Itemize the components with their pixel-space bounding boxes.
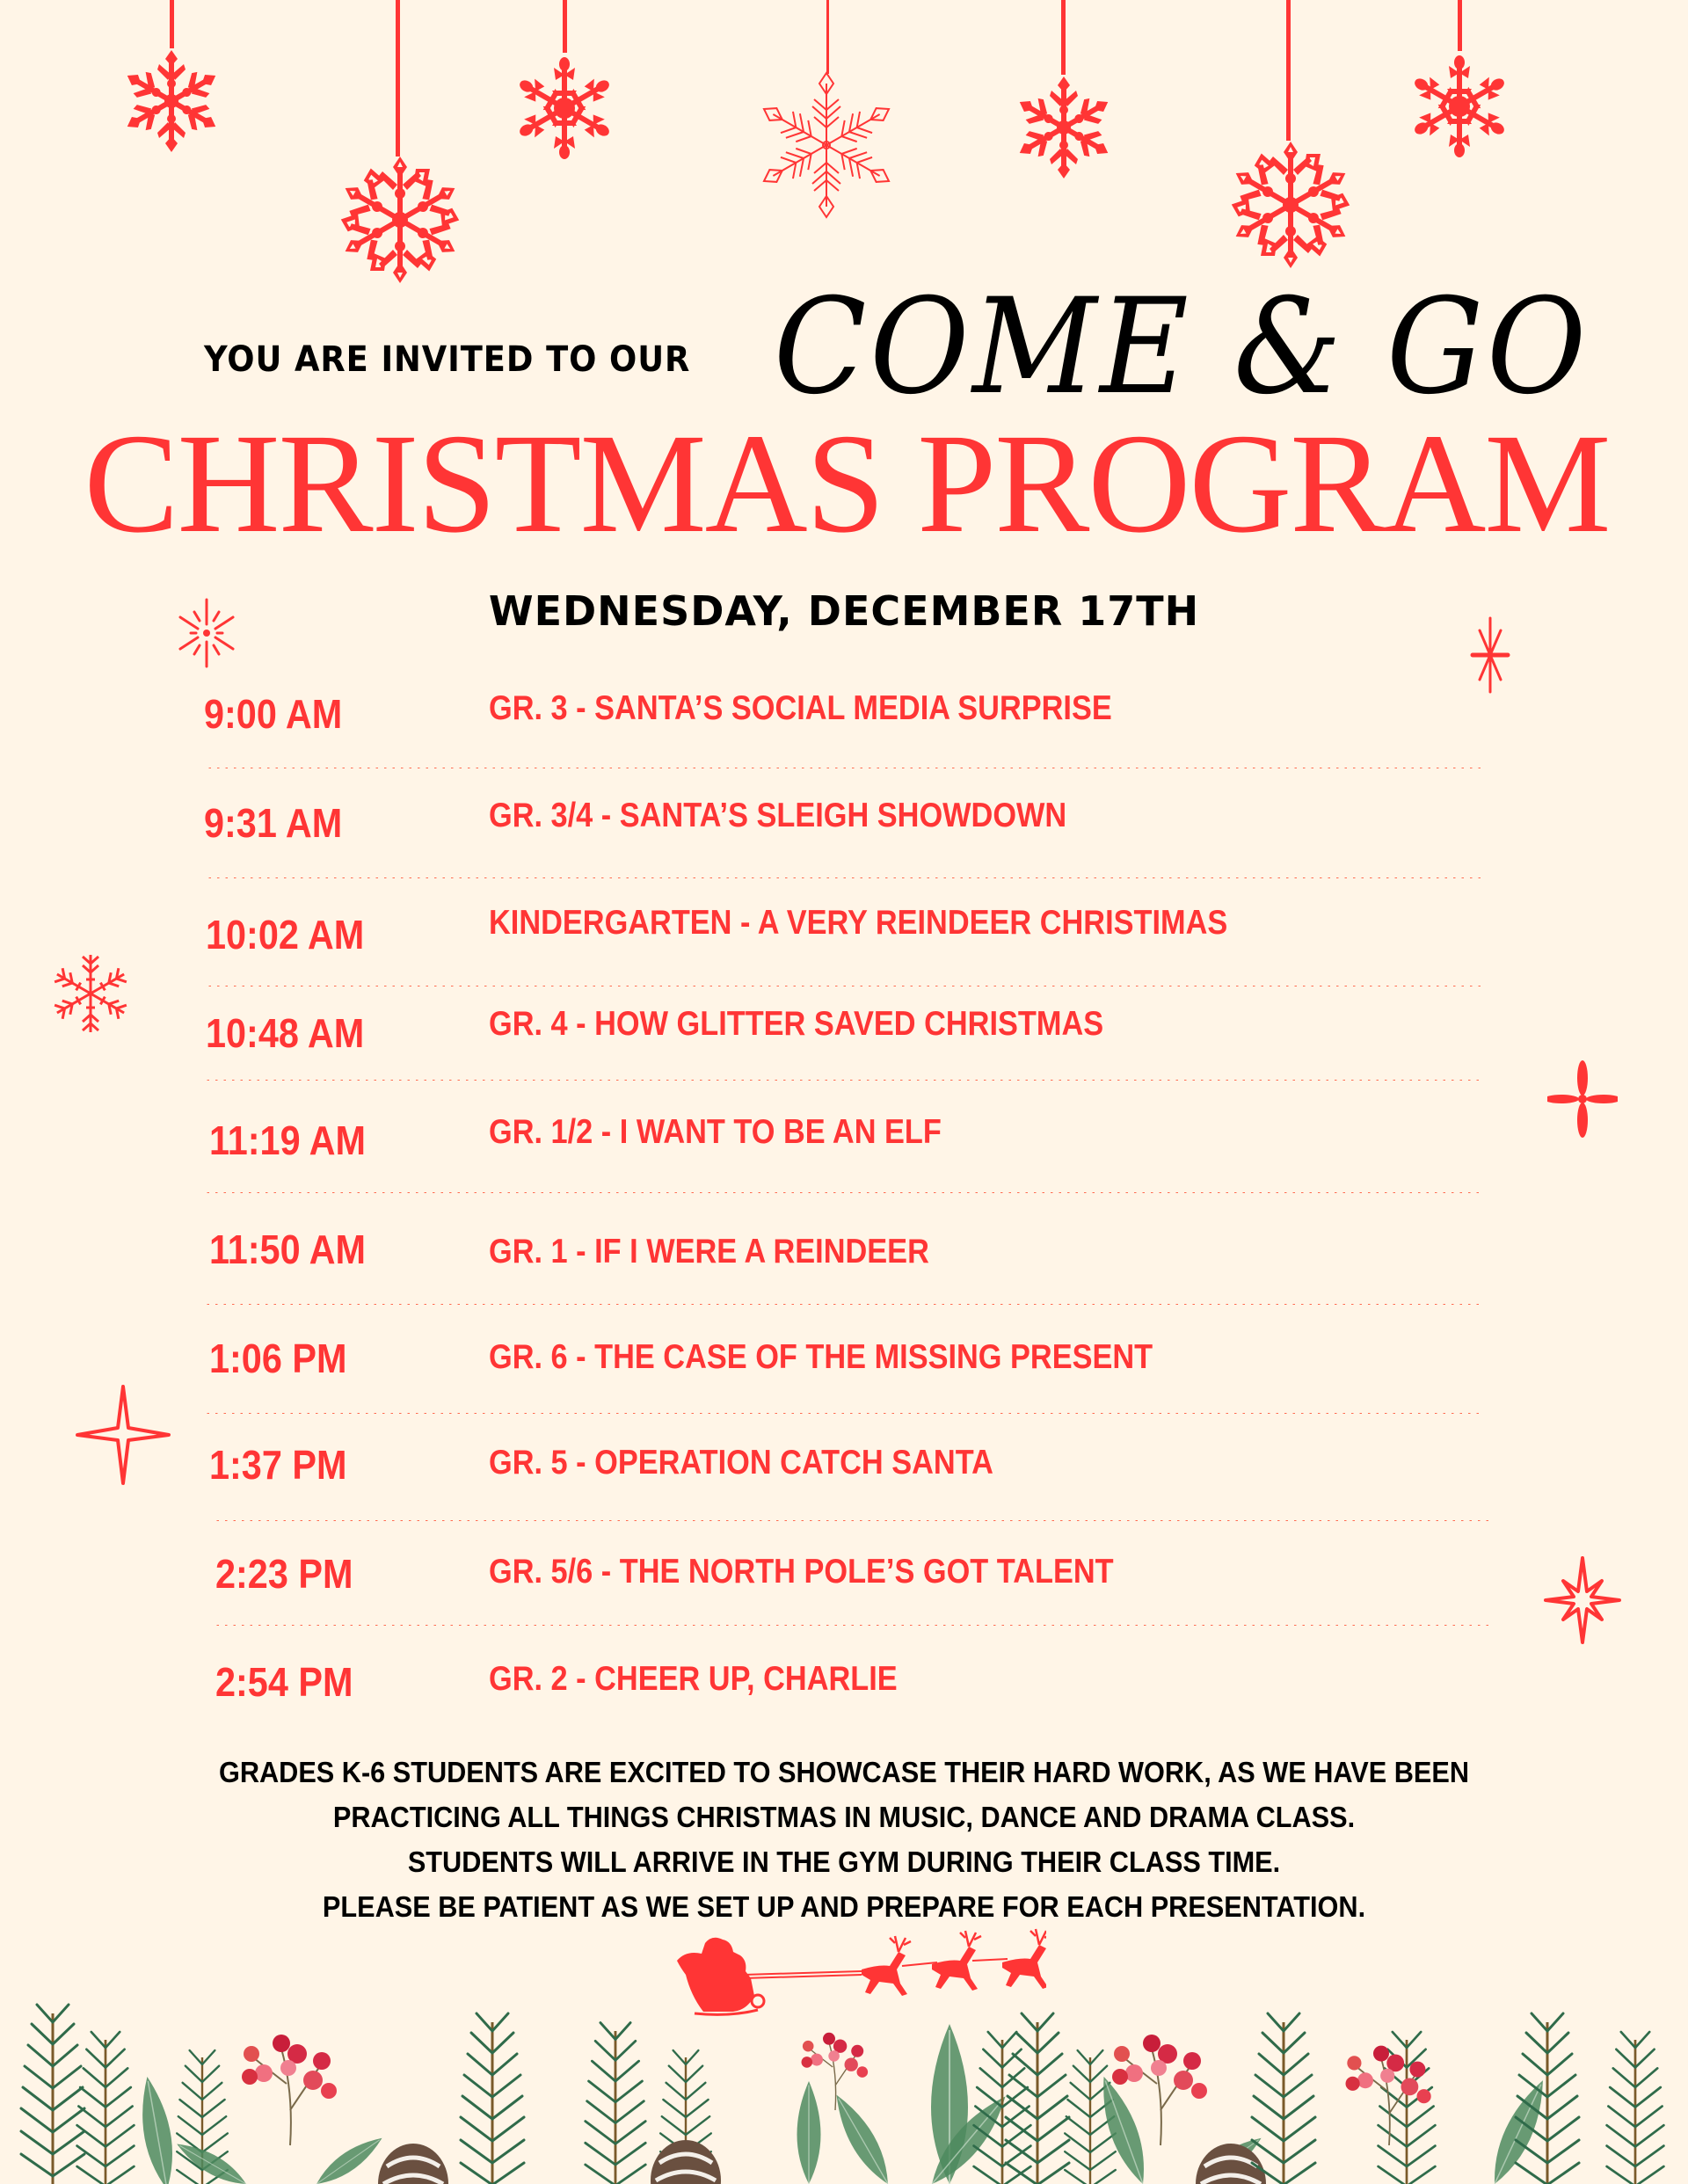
eight-point-star-icon	[1540, 1556, 1625, 1644]
snowflake-icon	[334, 154, 466, 286]
schedule-event: GR. 3/4 - SANTA’S SLEIGH SHOWDOWN	[489, 797, 1067, 834]
dotted-divider	[204, 1303, 1481, 1306]
sparkle-star-icon	[1459, 615, 1521, 695]
come-and-go-script: COME & GO	[774, 271, 1590, 424]
info-paragraph	[0, 1750, 1688, 1929]
schedule-event: GR. 1 - IF I WERE A REINDEER	[489, 1233, 929, 1270]
snowflake-icon	[1225, 139, 1357, 271]
event-date: WEDNESDAY, DECEMBER 17TH	[488, 587, 1200, 635]
snowflake-icon	[1011, 75, 1117, 180]
dotted-divider	[204, 1412, 1481, 1415]
ornament-string	[1458, 0, 1462, 51]
four-point-star-outline-icon	[75, 1385, 171, 1486]
ornament-string	[170, 0, 174, 48]
schedule-time: 2:54 PM	[215, 1659, 353, 1705]
schedule-time: 9:31 AM	[204, 800, 343, 846]
snowflake-icon	[119, 48, 224, 154]
info-line: PRACTICING ALL THINGS CHRISTMAS IN MUSIC, DANCE AND DRAMA CLASS.	[332, 1801, 1356, 1833]
schedule-time: 10:48 AM	[206, 1010, 365, 1056]
schedule-time: 11:19 AM	[209, 1117, 366, 1163]
schedule-event: GR. 5 - OPERATION CATCH SANTA	[489, 1444, 993, 1481]
dotted-divider	[214, 1519, 1490, 1522]
snowflake-icon	[1407, 49, 1512, 164]
snowflake-outline-icon	[752, 70, 901, 220]
schedule-event: GR. 6 - THE CASE OF THE MISSING PRESENT	[489, 1338, 1153, 1376]
ornament-string	[563, 0, 567, 53]
schedule-event: GR. 2 - CHEER UP, CHARLIE	[489, 1660, 898, 1698]
four-point-star-icon	[1547, 1059, 1618, 1139]
schedule-time: 2:23 PM	[215, 1551, 353, 1597]
dotted-divider	[204, 1079, 1481, 1081]
ornament-string	[396, 0, 400, 157]
snowflake-thin-icon	[51, 954, 130, 1033]
info-line: GRADES K-6 STUDENTS ARE EXCITED TO SHOWCASE THEIR HARD WORK, AS WE HAVE BEEN	[218, 1756, 1470, 1788]
dotted-divider	[214, 1624, 1490, 1627]
pine-berries-foliage-border	[0, 1969, 1688, 2184]
info-line: PLEASE BE PATIENT AS WE SET UP AND PREPARE FOR EACH PRESENTATION.	[322, 1890, 1366, 1923]
ornament-string	[1286, 0, 1291, 141]
invite-text: YOU ARE INVITED TO OUR	[204, 339, 691, 380]
schedule-time: 1:37 PM	[209, 1442, 347, 1488]
schedule-event: GR. 1/2 - I WANT TO BE AN ELF	[489, 1113, 942, 1151]
schedule-time: 9:00 AM	[204, 691, 343, 737]
dotted-divider	[204, 1191, 1481, 1194]
schedule-event: KINDERGARTEN - A VERY REINDEER CHRISTIMAS	[489, 904, 1228, 942]
ornament-string	[1061, 0, 1066, 75]
dotted-divider	[206, 767, 1482, 769]
schedule-time: 11:50 AM	[209, 1227, 366, 1272]
ornament-string	[826, 0, 829, 74]
schedule-event: GR. 5/6 - THE NORTH POLE’S GOT TALENT	[489, 1553, 1114, 1591]
info-line: STUDENTS WILL ARRIVE IN THE GYM DURING THEIR CLASS TIME.	[407, 1845, 1281, 1878]
schedule-time: 1:06 PM	[209, 1336, 347, 1381]
starburst-icon	[171, 598, 242, 668]
schedule-event: GR. 3 - SANTA’S SOCIAL MEDIA SURPRISE	[489, 689, 1112, 727]
schedule-time: 10:02 AM	[206, 912, 365, 957]
schedule-event: GR. 4 - HOW GLITTER SAVED CHRISTMAS	[489, 1005, 1104, 1043]
dotted-divider	[206, 985, 1482, 987]
page-title: CHRISTMAS PROGRAM	[84, 405, 1610, 563]
snowflake-icon	[512, 51, 617, 165]
dotted-divider	[206, 877, 1482, 879]
